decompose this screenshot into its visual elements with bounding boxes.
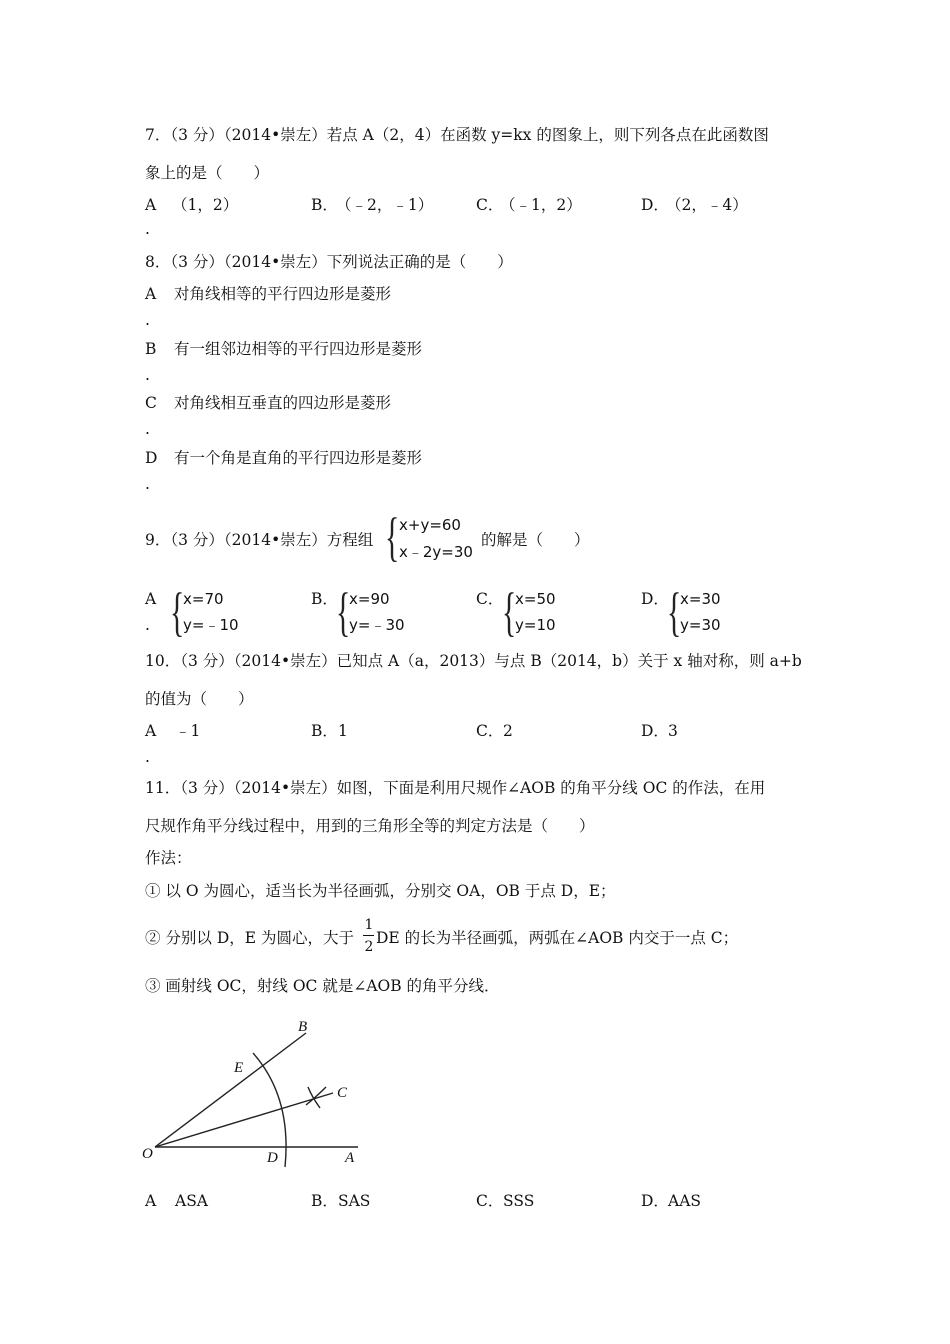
q10-option-d-label: D． [641, 722, 669, 740]
q11-stem-line2: 尺规作角平分线过程中，用到的三角形全等的判定方法是（ ） [145, 817, 595, 835]
q11-option-d-text: AAS [668, 1192, 702, 1210]
q7-option-c-label: C． [476, 196, 504, 214]
q7-option-b-label: B． [311, 196, 338, 214]
q8-option-d-dot: . [145, 475, 150, 493]
q10-stem-line2: 的值为（ ） [145, 690, 254, 708]
q11-step-1: ① 以 O 为圆心，适当长为半径画弧，分别交 OA，OB 于点 D，E； [145, 882, 616, 900]
q9-option-d-x: x=30 [680, 590, 721, 608]
q10-option-c-label: C． [476, 722, 504, 740]
q11-fraction-numerator: 1 [364, 917, 374, 933]
q10-option-d-text: 3 [668, 722, 678, 740]
label-o: O [142, 1146, 153, 1162]
q8-option-a-label: A [145, 285, 157, 303]
q11-method-label: 作法： [145, 849, 192, 867]
q9-option-a-dot: . [145, 616, 150, 634]
q9-stem-prefix: 9．（3 分）（2014•崇左）方程组 [145, 531, 374, 549]
q11-fraction-denominator: 2 [364, 939, 374, 955]
label-b: B [298, 1019, 308, 1035]
q8-option-c-label: C [145, 394, 157, 412]
q11-option-c-label: C． [476, 1192, 504, 1210]
q11-stem-line1: 11．（3 分）（2014•崇左）如图，下面是利用尺规作∠AOB 的角平分线 OC 的作法，在用 [145, 779, 766, 797]
q9-option-d-brace: { [667, 582, 682, 642]
label-a: A [345, 1150, 355, 1166]
q9-option-b-y: y=﹣30 [349, 616, 405, 634]
q9-option-a-label: A [145, 590, 157, 608]
q7-option-a-text: （1，2） [172, 196, 239, 214]
q11-option-b-label: B． [311, 1192, 338, 1210]
q9-option-c-brace: { [502, 582, 517, 642]
q9-option-b-x: x=90 [349, 590, 390, 608]
q7-option-a-label: A [145, 196, 157, 214]
ray-ob [155, 1033, 306, 1147]
q7-stem-line1: 7．（3 分）（2014•崇左）若点 A（2，4）在函数 y=kx 的图象上，则下列各点在此函数图 [145, 126, 769, 144]
q9-option-d-label: D． [641, 590, 669, 608]
label-d: D [267, 1150, 278, 1166]
q8-option-d-text: 有一个角是直角的平行四边形是菱形 [174, 449, 423, 467]
q11-angle-bisector-figure [140, 1015, 370, 1175]
q10-option-a-text: ﹣1 [175, 722, 201, 740]
q9-option-a-brace: { [170, 582, 185, 642]
q7-option-d-label: D． [641, 196, 669, 214]
q9-option-c-x: x=50 [515, 590, 556, 608]
q11-option-a-text: ASA [175, 1192, 209, 1210]
q11-option-d-label: D． [641, 1192, 669, 1210]
q8-option-d-label: D [145, 449, 158, 467]
q10-option-b-label: B． [311, 722, 338, 740]
q9-system-brace: { [385, 507, 400, 567]
q9-option-d-y: y=30 [680, 616, 721, 634]
q8-option-b-text: 有一组邻边相等的平行四边形是菱形 [174, 340, 423, 358]
q9-option-b-brace: { [336, 582, 351, 642]
q11-fraction-bar [363, 935, 374, 936]
q11-option-a-label: A [145, 1192, 157, 1210]
q9-option-a-y: y=﹣10 [183, 616, 239, 634]
q10-stem-line1: 10．（3 分）（2014•崇左）已知点 A（a，2013）与点 B（2014，b）关于 x 轴对称，则 a+b [145, 652, 802, 670]
q8-option-c-text: 对角线相互垂直的四边形是菱形 [174, 394, 392, 412]
ray-oc [155, 1093, 333, 1147]
q9-option-b-label: B． [311, 590, 338, 608]
q7-stem-line2: 象上的是（ ） [145, 164, 270, 182]
q9-equation-2: x﹣2y=30 [399, 543, 473, 561]
q9-option-c-label: C． [476, 590, 504, 608]
q10-option-c-text: 2 [503, 722, 513, 740]
q8-option-b-dot: . [145, 366, 150, 384]
q9-option-a-x: x=70 [183, 590, 224, 608]
q11-step-2-suffix: DE 的长为半径画弧，两弧在∠AOB 内交于一点 C； [376, 929, 739, 947]
q10-option-b-text: 1 [338, 722, 348, 740]
label-c: C [337, 1085, 348, 1101]
q7-option-c-text: （﹣1，2） [500, 196, 582, 214]
q8-stem: 8．（3 分）（2014•崇左）下列说法正确的是（ ） [145, 253, 513, 271]
q8-option-a-dot: . [145, 311, 150, 329]
q8-option-c-dot: . [145, 420, 150, 438]
q7-option-b-text: （﹣2，﹣1） [336, 196, 434, 214]
q11-option-b-text: SAS [338, 1192, 371, 1210]
q10-option-a-label: A [145, 722, 157, 740]
q9-stem-suffix: 的解是（ ） [481, 531, 590, 549]
q11-option-c-text: SSS [503, 1192, 535, 1210]
q7-option-a-dot: . [145, 220, 150, 238]
q8-option-a-text: 对角线相等的平行四边形是菱形 [174, 285, 392, 303]
q10-option-a-dot: . [145, 748, 150, 766]
q7-option-d-text: （2，﹣4） [666, 196, 748, 214]
q11-step-2-prefix: ② 分别以 D，E 为圆心，大于 [145, 929, 355, 947]
q8-option-b-label: B [145, 340, 157, 358]
q9-option-c-y: y=10 [515, 616, 556, 634]
q9-equation-1: x+y=60 [399, 516, 461, 534]
label-e: E [234, 1060, 244, 1076]
q11-step-3: ③ 画射线 OC，射线 OC 就是∠AOB 的角平分线． [145, 977, 500, 995]
